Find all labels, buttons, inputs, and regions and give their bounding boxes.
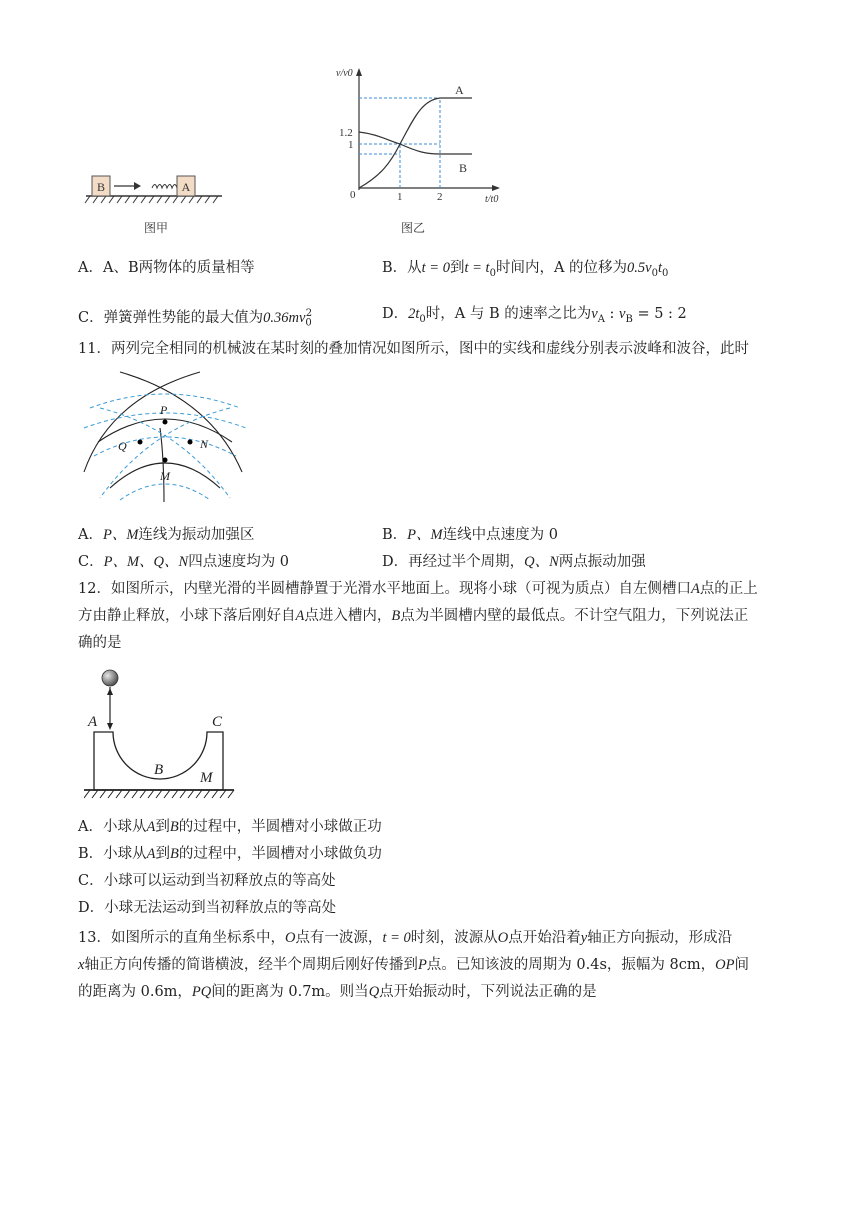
label-b: B <box>154 762 164 778</box>
graph-x-label: t/t0 <box>485 194 499 205</box>
half-groove-figure <box>84 664 244 804</box>
q10-option-a: A．A、B两物体的质量相等 <box>78 260 255 276</box>
q11-option-d: D．再经过半个周期，Q、N两点振动加强 <box>382 554 646 570</box>
point-p <box>163 420 168 425</box>
spring <box>152 185 177 189</box>
tick-0: 0 <box>350 189 356 201</box>
graph-y-label: v/v0 <box>336 68 353 79</box>
label-p: P <box>160 403 168 417</box>
q12-option-d: D．小球无法运动到当初释放点的等高处 <box>78 900 337 916</box>
q11-option-b: B．P、M连线中点速度为 0 <box>382 527 558 543</box>
q12-option-a: A．小球从A到B的过程中，半圆槽对小球做正功 <box>78 819 382 835</box>
q11-option-a: A．P、M连线为振动加强区 <box>78 527 255 543</box>
q13-line3: 的距离为 0.6m，PQ间的距离为 0.7m。则当Q点开始振动时，下列说法正确的是 <box>78 984 597 1000</box>
tick-2-x: 2 <box>437 191 443 203</box>
tick-1-2: 1.2 <box>339 127 353 139</box>
label-m: M <box>160 469 170 483</box>
q12-option-b: B．小球从A到B的过程中，半圆槽对小球做负功 <box>78 846 382 862</box>
q11-stem: 11．两列完全相同的机械波在某时刻的叠加情况如图所示，图中的实线和虚线分别表示波峰和波谷，此时 <box>78 341 749 357</box>
figure-jia <box>84 170 224 210</box>
q11-option-c: C．P、M、Q、N四点速度均为 0 <box>78 554 290 570</box>
figure-yi-caption: 图乙 <box>401 221 426 235</box>
point-m <box>163 458 168 463</box>
curve-b-label: B <box>459 161 468 175</box>
ball <box>102 670 118 686</box>
curve-a <box>359 98 472 188</box>
q13-line2: x轴正方向传播的简谐横波，经半个周期后刚好传播到P点。已知该波的周期为 0.4s，振幅为 8cm，OP间 <box>78 957 749 973</box>
curve-a-label: A <box>455 83 464 97</box>
q10-option-d: D．$2t_0$时，A 与 B 的速率之比为$v_A$ : $v_B = 5$ : 2 <box>382 306 687 325</box>
label-n: N <box>200 437 209 451</box>
tick-1-y: 1 <box>348 139 354 151</box>
figure-jia-caption: 图甲 <box>144 221 169 235</box>
q12-stem-line1: 12．如图所示，内壁光滑的半圆槽静置于光滑水平地面上。现将小球（可视为质点）自左侧槽口A点的正上 <box>78 581 758 597</box>
figure-yi-graph <box>322 64 512 210</box>
tick-1-x: 1 <box>397 191 403 203</box>
label-q: Q <box>118 439 127 453</box>
label-c: C <box>212 714 223 730</box>
q10-option-b: B．从t = 0到$t = t_0$时间内，A 的位移为$0.5v_0t_0$ <box>382 260 669 279</box>
label-m: M <box>200 770 213 786</box>
point-q <box>138 440 143 445</box>
block-a-label: A <box>181 180 191 194</box>
q12-stem-line3: 确的是 <box>78 635 122 651</box>
block-b-label: B <box>96 180 106 194</box>
wave-superposition-figure <box>80 368 250 503</box>
q13-line1: 13．如图所示的直角坐标系中，O点有一波源，t = 0时刻，波源从O点开始沿着y轴正方向振动，形成沿 <box>78 930 733 946</box>
q12-stem-line2: 方由静止释放，小球下落后刚好自A点进入槽内，B点为半圆槽内壁的最低点。不计空气阻力，下列说法正 <box>78 608 749 624</box>
curve-b <box>359 132 472 154</box>
point-n <box>188 440 193 445</box>
q12-option-c: C．小球可以运动到当初释放点的等高处 <box>78 873 336 889</box>
q10-option-c: C．弹簧弹性势能的最大值为$0.36mv_0^2$ <box>78 308 313 329</box>
label-a: A <box>88 714 98 730</box>
